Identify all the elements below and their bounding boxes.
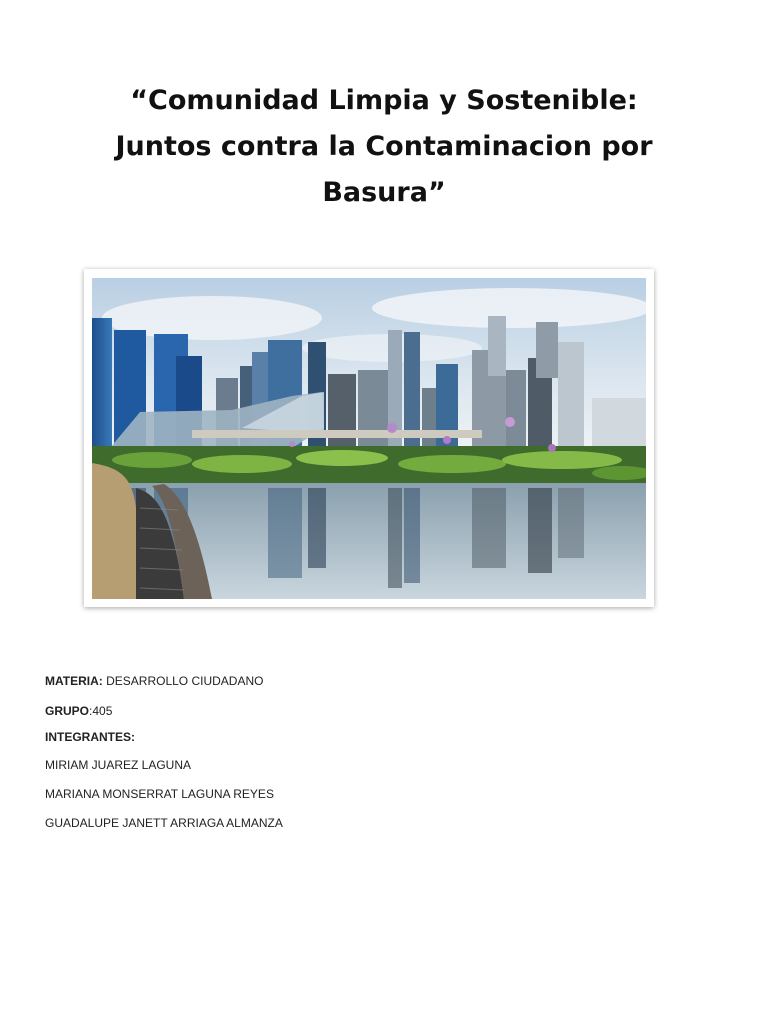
document-title — [60, 78, 708, 216]
title-line-3: Basura” — [322, 177, 446, 208]
materia-value: DESARROLLO CIUDADANO — [102, 674, 264, 688]
cover-photo — [92, 278, 646, 599]
materia-row — [45, 674, 263, 688]
integrantes-row — [45, 730, 135, 744]
title-line-2: Juntos contra la Contaminacion por — [115, 131, 653, 162]
member-2: MARIANA MONSERRAT LAGUNA REYES — [45, 787, 274, 801]
skyline-image — [92, 278, 646, 599]
grupo-row — [45, 704, 112, 718]
member-1: MIRIAM JUAREZ LAGUNA — [45, 758, 192, 772]
cover-photo-frame — [84, 269, 654, 607]
grupo-label: GRUPO — [45, 704, 90, 718]
materia-label: MATERIA: — [45, 674, 103, 688]
member-3: GUADALUPE JANETT ARRIAGA ALMANZA — [45, 816, 283, 830]
grupo-value: :405 — [89, 704, 113, 718]
title-line-1: “Comunidad Limpia y Sostenible: — [130, 85, 638, 116]
integrantes-label: INTEGRANTES: — [45, 730, 135, 744]
